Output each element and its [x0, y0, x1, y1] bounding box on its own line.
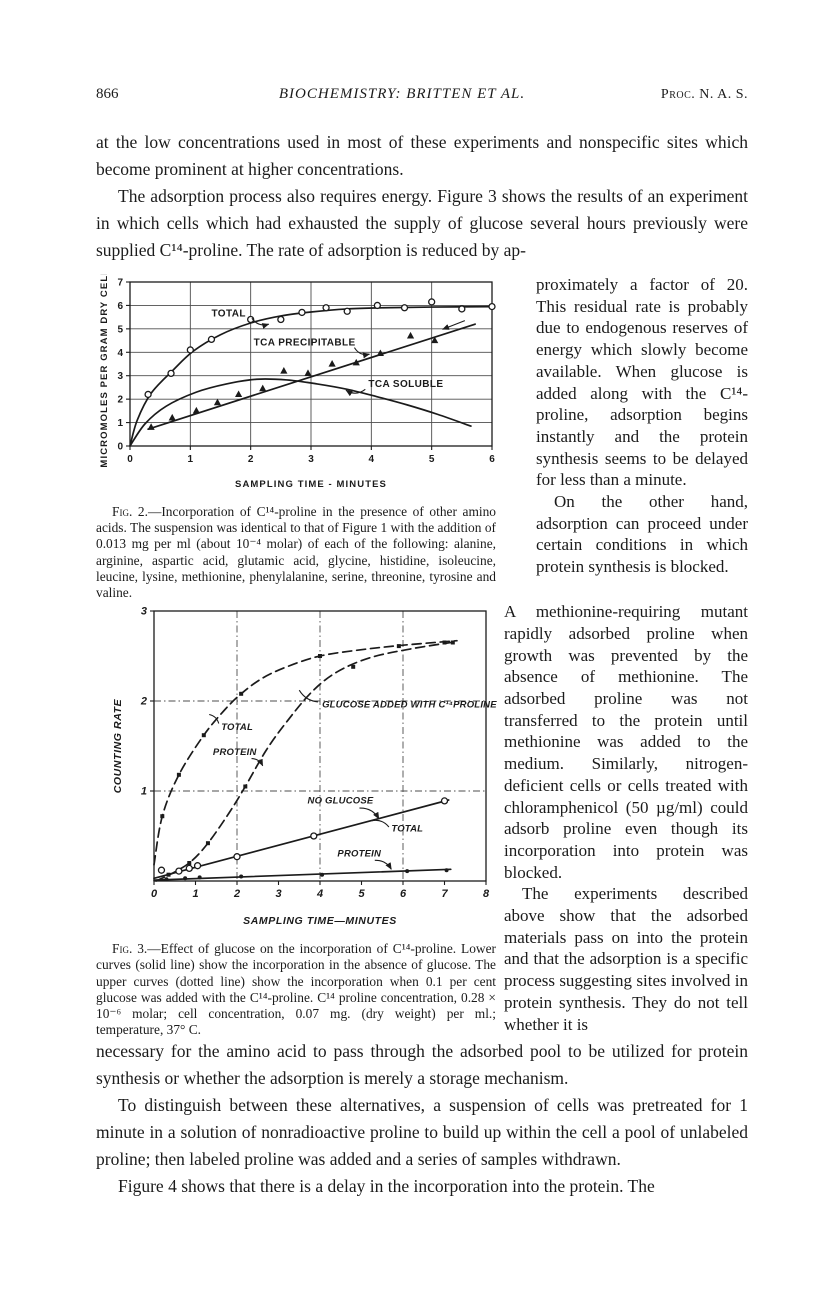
figure-2-block: [96, 274, 500, 601]
body-paragraph-1: at the low concentrations used in most of these experiments and nonspecific sites which become prominent at higher concentrations.: [96, 132, 748, 179]
figure-2: [96, 274, 500, 601]
figure-3-caption: [96, 941, 496, 1038]
body-paragraph-3: necessary for the amino acid to pass through the adsorbed pool to be utilized for protein synthesis or whether the adsorption is merely a storage mechanism.: [96, 1041, 748, 1089]
figure-3-caption-text: —Effect of glucose on the incorporation of C¹⁴-proline. Lower curves (solid line) show the incorporation in the absence of glucose. The upper curves (dotted line) show the incorporation when 0.1 per cent glucose was added with the C¹⁴-proline. C¹⁴ proline concentration, 0.28 × 10⁻⁶ molar; cell concentration, 0.07 mg. (dry weight) per ml.; temperature, 37° C.: [96, 941, 496, 1038]
svg-text:6: 6: [117, 300, 123, 312]
page-header: [96, 86, 748, 103]
svg-text:8: 8: [482, 888, 490, 901]
figure-2-caption-label: Fig. 2.: [112, 504, 148, 519]
svg-text:7: 7: [117, 277, 123, 289]
figure-2-caption: [96, 504, 496, 601]
svg-text:5: 5: [358, 888, 365, 901]
svg-text:4: 4: [316, 888, 324, 901]
right-column-upper: [536, 274, 748, 578]
running-title: BIOCHEMISTRY: BRITTEN ET AL.: [278, 86, 526, 102]
svg-text:GLUCOSE ADDED WITH C¹⁴PROLINE: GLUCOSE ADDED WITH C¹⁴PROLINE: [322, 699, 497, 711]
svg-text:TOTAL: TOTAL: [211, 308, 246, 320]
figure2-row: [96, 274, 748, 601]
svg-text:2: 2: [233, 888, 241, 901]
column-paragraph: On the other hand, adsorption can proceed under certain conditions in which protein synthesis is blocked.: [536, 492, 748, 577]
svg-text:2: 2: [140, 695, 147, 708]
svg-text:2: 2: [117, 394, 123, 406]
svg-text:6: 6: [489, 454, 495, 465]
column-paragraph: A methionine-requiring mutant rapidly adsorbed proline when growth was prevented by the absence of methionine. The adsorbed proline was not transferred to the protein until methionine was added to the medium. Similarly, nitrogen-deficient cells or cells treated with chloramphenicol (50 µg/ml) could adsorb proline even though its incorporation into protein was blocked.: [504, 602, 748, 882]
svg-text:SAMPLING TIME - MINUTES: SAMPLING TIME - MINUTES: [235, 479, 387, 490]
body-paragraph-4: To distinguish between these alternatives, a suspension of cells was pretreated for 1 minute in a solution of nonradioactive proline to build up within the cell a pool of unlabeled proline; then labeled proline was added and a series of samples withdrawn.: [96, 1095, 748, 1170]
svg-text:PROTEIN: PROTEIN: [337, 848, 382, 860]
svg-text:TOTAL: TOTAL: [391, 823, 424, 835]
svg-text:PROTEIN: PROTEIN: [212, 747, 257, 759]
svg-text:1: 1: [140, 785, 147, 798]
svg-text:0: 0: [117, 441, 123, 453]
column-paragraph: The experiments described above show that the adsorbed materials pass on into the protein and that the adsorption is a specific process suggesting sites involved in protein synthesis. They do not tell whether it is: [504, 884, 748, 1034]
right-column-lower: [504, 601, 748, 1035]
svg-text:SAMPLING TIME—MINUTES: SAMPLING TIME—MINUTES: [243, 915, 397, 928]
figure-3: [96, 601, 500, 1038]
svg-text:4: 4: [117, 347, 123, 359]
svg-text:TCA PRECIPITABLE: TCA PRECIPITABLE: [253, 337, 356, 349]
svg-text:5: 5: [117, 324, 123, 336]
svg-text:0: 0: [150, 888, 158, 901]
svg-text:7: 7: [441, 888, 448, 901]
svg-text:1: 1: [117, 418, 123, 430]
svg-text:3: 3: [308, 454, 314, 465]
svg-text:1: 1: [192, 888, 199, 901]
svg-text:2: 2: [247, 454, 254, 465]
svg-text:6: 6: [399, 888, 407, 901]
column-paragraph: proximately a factor of 20. This residual rate is probably due to endogenous reserves of energy which slowly become available. When glucose is added along with the C¹⁴-proline, adsorption begins instantly and the protein synthesis seems to be delayed for less than a minute.: [536, 275, 748, 490]
page-number: 866: [96, 86, 119, 102]
svg-text:5: 5: [428, 454, 435, 465]
body-paragraph-2: The adsorption process also requires energy. Figure 3 shows the results of an experiment in which cells which had exhausted the supply of glucose several hours previously were supplied C¹⁴-proline. The rate of adsorption is reduced by ap-: [96, 186, 748, 260]
svg-text:TOTAL: TOTAL: [221, 722, 254, 734]
figure-2-caption-text: —Incorporation of C¹⁴-proline in the presence of other amino acids. The suspension was identical to that of Figure 1 with the addition of 0.013 mg per ml (about 10⁻⁴ molar) of each of the following: alanine, arginine, aspartic acid, glutamic acid, glycine, histidine, isoleucine, leucine, lysine, methionine, phenylalanine, serine, threonine, tyrosine and valine.: [96, 504, 496, 601]
figure-3-block: [96, 601, 500, 1038]
figure-3-caption-label: Fig. 3.: [112, 941, 148, 957]
svg-text:COUNTING RATE: COUNTING RATE: [112, 698, 124, 794]
svg-text:3: 3: [275, 888, 282, 901]
svg-text:TCA SOLUBLE: TCA SOLUBLE: [368, 378, 444, 390]
figure-2-chart: [96, 274, 500, 494]
svg-text:NO GLUCOSE: NO GLUCOSE: [307, 795, 374, 807]
journal-abbrev: Proc. N. A. S.: [660, 87, 748, 102]
svg-text:4: 4: [368, 454, 375, 465]
figure3-row: [96, 601, 748, 1038]
svg-text:MICROMOLES PER GRAM DRY CELLS: MICROMOLES PER GRAM DRY CELLS: [99, 274, 110, 468]
svg-text:3: 3: [140, 605, 147, 618]
svg-text:0: 0: [127, 454, 133, 465]
svg-text:1: 1: [187, 454, 194, 465]
figure-3-chart: [110, 601, 500, 931]
body-paragraph-5: Figure 4 shows that there is a delay in the incorporation into the protein. The: [118, 1176, 655, 1197]
svg-text:3: 3: [117, 371, 123, 383]
